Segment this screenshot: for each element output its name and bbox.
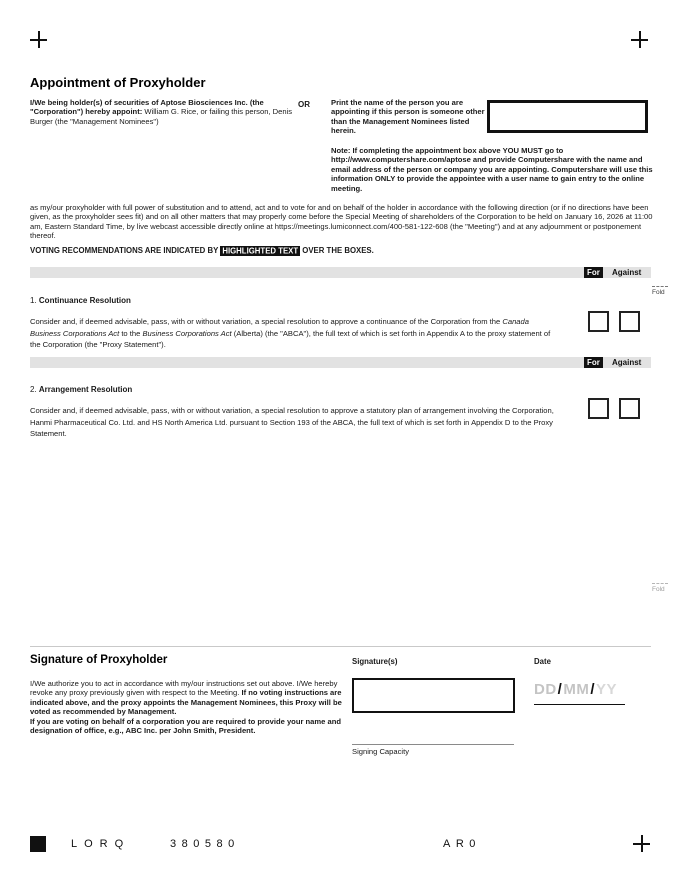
resolution-2-text: Consider and, if deemed advisable, pass, with or without variation, a special resolution to approve a statutory plan of arrangement involving the Corporation, Hanmi Pharmaceutical Co. Ltd. and HS North America Ltd. pursuant to Section 193 of the ABCA, the full text of which is set forth in Appendix D to the Proxy Statement. <box>30 406 554 439</box>
voting-recommendations-note <box>30 246 374 255</box>
fold-label: Fold <box>652 289 665 296</box>
or-label: OR <box>298 100 310 109</box>
proxyholder-paragraph: as my/our proxyholder with full power of substitution and to attend, act and to vote for and on behalf of the holder in accordance with the following direction (or if no directions have been given, as the proxyholder sees fit) and on all other matters that may properly come before the Special Meeting of shareholders of the Corporation to be held on January 16, 2026 at 11:00 am, Eastern Standard Time, by live webcast accessible directly online at https://meetings.lumiconnect.com/400-581-122-608 (the "Meeting") and at any adjournment or postponement thereof. <box>30 203 653 241</box>
scanner-registration-square <box>30 836 46 852</box>
for-column-label: For <box>584 357 603 368</box>
fold-line-icon <box>652 583 668 584</box>
signature-section-divider <box>30 646 651 647</box>
signatures-label: Signature(s) <box>352 657 398 666</box>
signature-instructions-normal: I/We authorize you to act in accordance with my/our instructions set out above. I/We hereby revoke any proxy previously given with respect to the Meeting. <box>30 679 338 698</box>
resolution-1-text: (Alberta) (the "ABCA"), the full text of which is set forth in Appendix A to the proxy statement of the Corporation (the "Proxy Statement"). <box>30 328 551 350</box>
fold-mark-2 <box>652 583 670 593</box>
date-underline <box>534 704 625 705</box>
resolution-1-text: Consider and, if deemed advisable, pass, with or without variation, a special resolution to approve a continuance of the Corporation from the <box>30 317 503 326</box>
fold-label: Fold <box>652 586 665 593</box>
resolution-1-text: to the <box>119 328 143 338</box>
resolution-2-against-checkbox[interactable] <box>619 398 640 419</box>
resolution-2-for-checkbox[interactable] <box>588 398 609 419</box>
resolution-1-against-checkbox[interactable] <box>619 311 640 332</box>
date-separator: / <box>557 681 563 698</box>
fold-line-icon <box>652 286 668 287</box>
resolution-1-for-checkbox[interactable] <box>588 311 609 332</box>
resolution-2-body <box>30 405 558 440</box>
signature-section-title: Signature of Proxyholder <box>30 654 168 666</box>
vote-header-bar-1 <box>30 267 651 278</box>
appointment-intro <box>30 98 302 126</box>
signing-capacity-input-line[interactable] <box>352 744 514 745</box>
crosshair-icon-top-left <box>30 31 47 48</box>
voting-note-prefix: VOTING RECOMMENDATIONS ARE INDICATED BY <box>30 246 221 255</box>
signature-instructions-bold-1: If no voting instructions are indicated above, and the proxy appoints the Management Nominees, this Proxy will be voted as recommended by Management. <box>30 688 342 717</box>
signing-capacity-label: Signing Capacity <box>352 747 409 756</box>
highlighted-text-sample: HIGHLIGHTED TEXT <box>222 246 299 255</box>
for-column-label: For <box>584 267 603 278</box>
resolution-1-title-text: Continuance Resolution <box>38 296 131 305</box>
print-name-instruction: Print the name of the person you are appointing if this person is someone other than the Management Nominees listed herein. <box>331 98 485 136</box>
form-code-3: AR0 <box>443 838 481 850</box>
date-yy-placeholder: YY <box>596 681 618 698</box>
against-column-label: Against <box>612 268 642 277</box>
appointee-name-input[interactable] <box>487 100 648 133</box>
form-code-2: 380580 <box>170 838 240 850</box>
resolution-2-title-text: Arrangement Resolution <box>38 385 133 394</box>
appointment-nominees-text: William G. Rice, or failing this person, Denis Burger (the "Management Nominees") <box>30 107 293 126</box>
resolution-1-act-2: Business Corporations Act <box>142 328 232 338</box>
vote-header-bar-2 <box>30 357 651 368</box>
voting-note-suffix: OVER THE BOXES. <box>300 246 374 255</box>
date-dd-placeholder: DD <box>534 681 557 698</box>
resolution-1-title <box>30 296 131 305</box>
appointment-intro-bold: I/We being holder(s) of securities of Aptose Biosciences Inc. (the "Corporation") hereby appoint: <box>30 98 264 117</box>
resolution-2-number: 2. <box>30 385 37 394</box>
fold-mark-1 <box>652 286 670 296</box>
resolution-1-body <box>30 316 558 351</box>
resolution-1-number: 1. <box>30 296 37 305</box>
date-field[interactable] <box>534 681 617 698</box>
date-mm-placeholder: MM <box>563 681 590 698</box>
signature-input-box[interactable] <box>352 678 515 713</box>
date-separator: / <box>590 681 596 698</box>
resolution-1-act-1: Canada Business Corporations Act <box>30 317 529 338</box>
signature-instructions <box>30 679 346 735</box>
appointment-note: Note: If completing the appointment box above YOU MUST go to http://www.computershare.com/aptose and provide Computershare with the name and email address of the person or company you are appointing. Computershare will use this information ONLY to provide the appointee with a user name to gain entry to the online meeting. <box>331 146 653 193</box>
signature-instructions-bold-2: If you are voting on behalf of a corporation you are required to provide your name and designation of office, e.g., ABC Inc. per John Smith, President. <box>30 716 341 736</box>
crosshair-icon-top-right <box>631 31 648 48</box>
resolution-2-title <box>30 385 132 394</box>
crosshair-icon-bottom-right <box>633 835 650 852</box>
against-column-label: Against <box>612 358 642 367</box>
form-code-1: LORQ <box>71 838 131 850</box>
date-label: Date <box>534 657 551 666</box>
page-title: Appointment of Proxyholder <box>30 75 206 90</box>
